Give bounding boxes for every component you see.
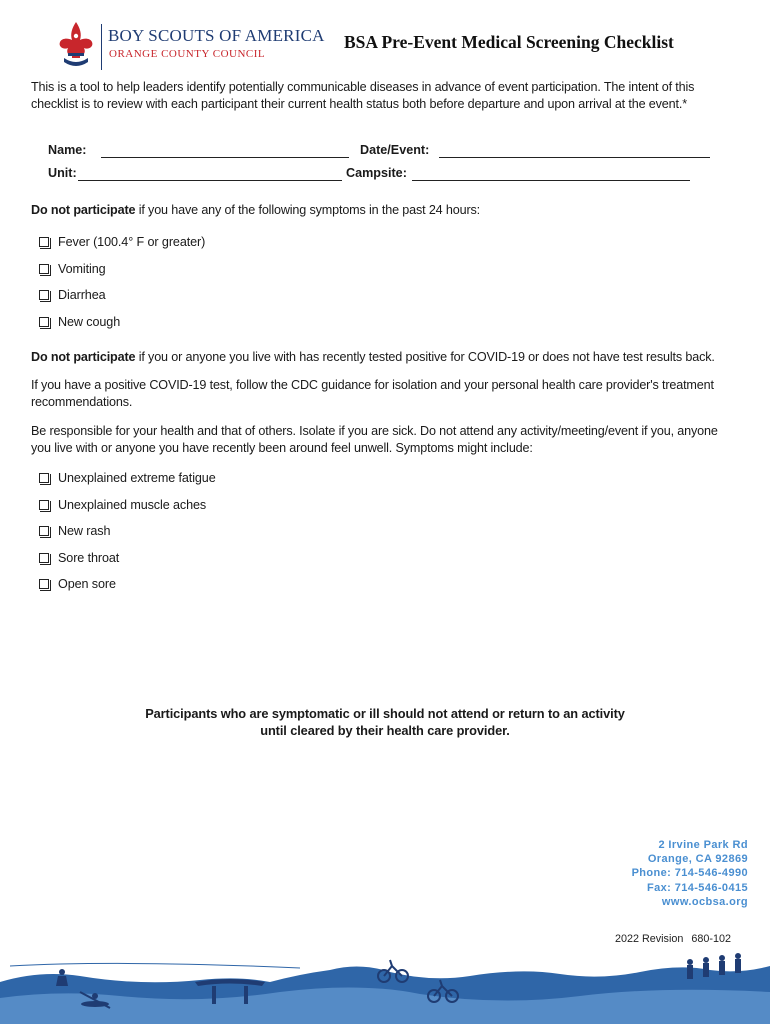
do-not-participate-emphasis: Do not participate <box>31 350 136 364</box>
checklist-item-vomiting[interactable] <box>39 256 205 283</box>
covid-exposure-paragraph <box>31 349 736 366</box>
checklist-item-muscle-aches[interactable] <box>39 492 216 519</box>
checklist-label: Unexplained muscle aches <box>58 497 207 512</box>
checkbox-icon[interactable] <box>39 553 49 563</box>
symptom-checklist <box>39 229 205 335</box>
council-name: ORANGE COUNTY COUNCIL <box>109 48 266 60</box>
bsa-logo <box>56 20 326 72</box>
revision-label: 2022 Revision <box>614 933 684 945</box>
outdoor-activities-illustration <box>0 952 770 1024</box>
address-city: Orange, CA 92869 <box>647 853 748 866</box>
checklist-item-open-sore[interactable] <box>39 571 216 598</box>
checklist-label: New rash <box>58 524 111 539</box>
revision-info <box>615 933 731 945</box>
address-phone: Phone: 714-546-4990 <box>631 867 748 880</box>
covid-exposure-text: if you or anyone you live with has recently tested positive for COVID-19 or does not have test results back. <box>135 350 715 364</box>
unit-field[interactable] <box>78 180 342 181</box>
checkbox-icon[interactable] <box>39 264 49 274</box>
zipline-rider-icon <box>56 969 68 986</box>
address-fax: Fax: 714-546-0415 <box>647 881 748 894</box>
symptoms-intro-text: if you have any of the following symptoms in the past 24 hours: <box>135 203 480 217</box>
checklist-label: Diarrhea <box>58 288 106 303</box>
address-street: 2 Irvine Park Rd <box>658 839 748 851</box>
campsite-field[interactable] <box>412 180 690 181</box>
checklist-label: New cough <box>58 314 121 329</box>
checklist-item-new-rash[interactable] <box>39 518 216 545</box>
form-number: 680-102 <box>691 933 731 945</box>
date-event-label: Date/Event: <box>360 143 430 157</box>
checklist-label: Unexplained extreme fatigue <box>58 471 216 486</box>
checklist-item-sore-throat[interactable] <box>39 545 216 572</box>
closing-note-line2: until cleared by their health care provider. <box>260 723 510 738</box>
closing-note <box>0 705 770 739</box>
unit-label: Unit: <box>48 166 77 180</box>
closing-note-line1: Participants who are symptomatic or ill should not attend or return to an activity <box>145 706 625 721</box>
page-title: BSA Pre-Event Medical Screening Checklist <box>344 32 674 52</box>
name-field[interactable] <box>101 157 349 158</box>
address-website[interactable]: www.ocbsa.org <box>661 895 748 908</box>
checklist-item-fever[interactable] <box>39 229 205 256</box>
additional-symptom-checklist <box>39 465 216 598</box>
checklist-label: Fever (100.4° F or greater) <box>58 235 206 250</box>
name-label: Name: <box>48 143 87 157</box>
checklist-item-fatigue[interactable] <box>39 465 216 492</box>
council-address <box>632 838 748 909</box>
checklist-label: Vomiting <box>58 261 106 276</box>
intro-text: This is a tool to help leaders identify potentially communicable diseases in advance of event participation. The intent of this checklist is to review with each participant their current health status both before departure and upon arrival at the event.* <box>31 80 695 111</box>
checkbox-icon[interactable] <box>39 526 49 536</box>
campsite-label: Campsite: <box>346 166 407 180</box>
checkbox-icon[interactable] <box>39 237 49 247</box>
responsibility-paragraph: Be responsible for your health and that of others. Isolate if you are sick. Do not attend any activity/meeting/event if you, anyone you live with or anyone you have recently been around feel unwell. Symptoms might include: <box>31 424 718 455</box>
checklist-label: Open sore <box>58 577 116 592</box>
checkbox-icon[interactable] <box>39 290 49 300</box>
checklist-item-new-cough[interactable] <box>39 309 205 336</box>
cdc-guidance-paragraph: If you have a positive COVID-19 test, follow the CDC guidance for isolation and your personal health care provider's treatment recommendations. <box>31 378 714 409</box>
symptoms-intro <box>31 202 736 219</box>
fleur-de-lis-icon <box>56 20 96 70</box>
logo-divider <box>101 24 102 70</box>
do-not-participate-emphasis: Do not participate <box>31 203 136 217</box>
checkbox-icon[interactable] <box>39 500 49 510</box>
checklist-label: Sore throat <box>58 550 120 565</box>
checklist-item-diarrhea[interactable] <box>39 282 205 309</box>
date-event-field[interactable] <box>439 157 710 158</box>
org-name: BOY SCOUTS OF AMERICA <box>108 26 325 45</box>
checkbox-icon[interactable] <box>39 473 49 483</box>
checkbox-icon[interactable] <box>39 579 49 589</box>
checkbox-icon[interactable] <box>39 317 49 327</box>
